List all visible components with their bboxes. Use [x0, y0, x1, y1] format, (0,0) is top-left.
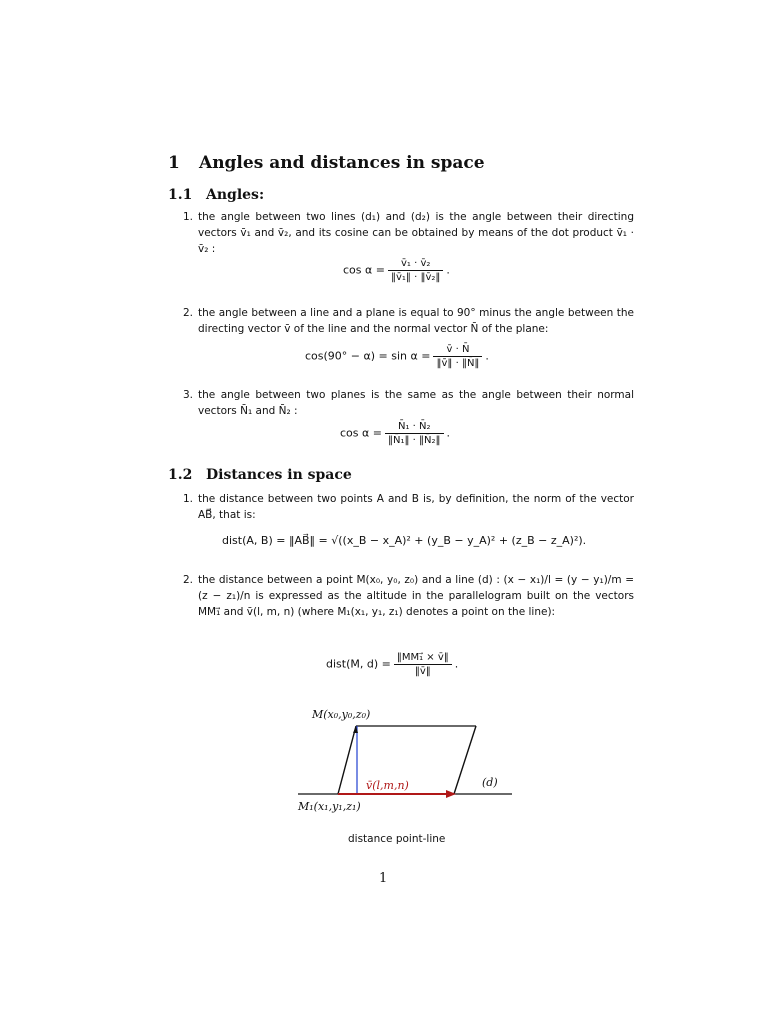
equation-cos-planes: cos α = $\frac{\text{N̄₁ · N̄₂}}{\text{‖N̄₁‖ · ‖N̄₂‖}}$ .	[340, 421, 450, 446]
fraction: $\frac{\text{N̄₁ · N̄₂}}{\text{‖N̄₁‖ · ‖N̄₂‖}}$	[385, 421, 444, 446]
list-item-text: the angle between two lines (d₁) and (d₂) is the angle between their directing vectors v̄₁ and v̄₂, and its cosine can be obtained by means of the dot product v̄₁ · v̄₂ :	[198, 211, 634, 255]
fraction: $\frac{\text{v̄₁ · v̄₂}}{\text{‖v̄₁‖ · ‖v̄₂‖}}$	[388, 258, 443, 283]
subsection-title: Distances in space	[206, 467, 352, 483]
label-point-m: M(x₀,y₀,z₀)	[312, 708, 371, 721]
subsection-title: Angles:	[206, 187, 265, 203]
list-item-number: 3.	[183, 389, 194, 401]
label-line-d: (d)	[482, 776, 498, 789]
subsection-heading-distances	[168, 467, 352, 483]
label-vector-v: v̄(l,m,n)	[366, 779, 409, 792]
list-item	[183, 491, 634, 525]
figure-caption: distance point-line	[348, 833, 446, 845]
equation-dist-points: dist(A, B) = ‖AB⃗‖ = √((x_B − x_A)² + (y_B − y_A)² + (z_B − z_A)²).	[222, 534, 587, 547]
equation-cos-line-plane: cos(90° − α) = sin α = $\frac{v̄ \cdot N̄}{‖v̄‖ \cdot ‖N̄‖}$ .	[305, 344, 489, 369]
parallelogram-figure	[290, 700, 530, 820]
equation-cos-lines: cos α = $\frac{\text{v̄₁ · v̄₂}}{\text{‖v̄₁‖ · ‖v̄₂‖}}$ .	[343, 258, 450, 283]
section-title: Angles and distances in space	[199, 153, 485, 173]
section-heading	[168, 153, 485, 173]
parallelogram-left-edge	[338, 726, 356, 794]
list-item-number: 1.	[183, 493, 194, 505]
list-item-text: the angle between a line and a plane is equal to 90° minus the angle between the directing vector v̄ of the line and the normal vector N̄ of the plane:	[198, 307, 634, 335]
list-item-number: 1.	[183, 211, 194, 223]
list-item-text: the angle between two planes is the same as the angle between their normal vectors N̄₁ and N̄₂ :	[198, 389, 634, 417]
list-item-number: 2.	[183, 574, 194, 586]
subsection-number: 1.1	[168, 187, 193, 203]
list-item-text: the distance between two points A and B is, by definition, the norm of the vector AB⃗, that is:	[198, 493, 634, 521]
list-item-number: 2.	[183, 307, 194, 319]
section-number: 1	[168, 153, 180, 173]
list-item	[183, 387, 634, 421]
fraction: $\frac{\text{‖MM₁⃗ × v̄‖}}{‖v̄‖}$	[394, 652, 452, 677]
fraction: $\frac{v̄ \cdot N̄}{‖v̄‖ \cdot ‖N̄‖}$	[433, 344, 482, 369]
parallelogram-right-edge	[454, 726, 476, 794]
list-item	[183, 209, 634, 259]
list-item	[183, 572, 634, 654]
list-item-text: the distance between a point M(x₀, y₀, z₀) and a line (d) : (x − x₁)/l = (y − y₁)/m = (z − z₁)/n is expressed as the altitude in the parallelogram built on the vectors MM₁⃗ and v̄(l, m, n) (where M₁(x₁, y₁, z₁) denotes a point on the line):	[198, 574, 634, 618]
label-point-m1: M₁(x₁,y₁,z₁)	[298, 800, 361, 813]
page-number: 1	[379, 871, 388, 886]
subsection-heading-angles	[168, 187, 264, 203]
equation-dist-point-line: dist(M, d) = $\frac{\text{‖MM₁⃗ × v̄‖}}{‖v̄‖}$ .	[326, 652, 459, 677]
subsection-number: 1.2	[168, 467, 193, 483]
